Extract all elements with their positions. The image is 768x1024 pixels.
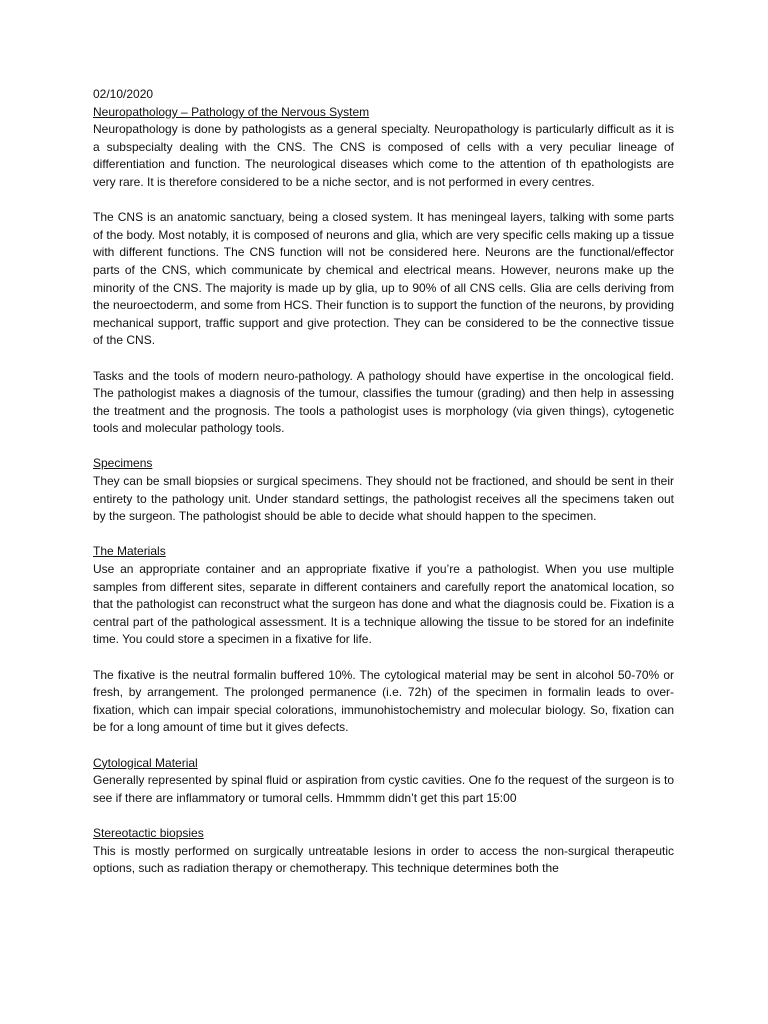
cytological-heading: Cytological Material	[93, 755, 198, 770]
specimens-heading: Specimens	[93, 456, 153, 471]
stereotactic-heading: Stereotactic biopsies	[93, 825, 204, 840]
specimens-paragraph: They can be small biopsies or surgical specimens. They should not be fractioned, and should be sent in their entirety to the pathology unit. Under standard settings, the pathologist receives all the specimens taken out by the surgeon. The pathologist should be able to decide what should happen to the specimen.	[93, 474, 674, 524]
document-page	[93, 86, 674, 878]
tasks-paragraph: Tasks and the tools of modern neuro-pathology. A pathology should have expertise in the oncological field. The pathologist makes a diagnosis of the tumour, classifies the tumour (grading) and then help in assessing the treatment and the prognosis. The tools a pathologist uses is morphology (via given things), cytogenetic tools and molecular pathology tools.	[93, 368, 674, 436]
materials-heading: The Materials	[93, 544, 166, 559]
stereotactic-paragraph: This is mostly performed on surgically untreatable lesions in order to access the non-surgical therapeutic options, such as radiation therapy or chemotherapy. This technique determines both the	[93, 843, 674, 876]
materials-paragraph: Use an appropriate container and an appropriate fixative if you’re a pathologist. When you use multiple samples from different sites, separate in different containers and carefully report the anatomical location, so that the pathologist can reconstruct what the surgeon has done and what the diagnosis could be. Fixation is a central part of the pathological assessment. It is a technique allowing the tissue to be stored for an indefinite time. You could store a specimen in a fixative for life.	[93, 562, 674, 647]
cytological-paragraph: Generally represented by spinal fluid or aspiration from cystic cavities. One fo the request of the surgeon is to see if there are inflammatory or tumoral cells. Hmmmm didn’t get this part 15:00	[93, 773, 674, 805]
cns-paragraph: The CNS is an anatomic sanctuary, being a closed system. It has meningeal layers, talking with some parts of the body. Most notably, it is composed of neurons and glia, which are very specific cells making up a tissue with different functions. The CNS function will not be considered here. Neurons are the functional/effector parts of the CNS, which communicate by chemical and electrical means. However, neurons make up the minority of the CNS. The majority is made up by glia, up to 90% of all CNS cells. Glia are cells deriving from the neuroectoderm, and some from HCS. Their function is to support the function of the neurons, by providing mechanical support, traffic support and give protection. They can be considered to be the connective tissue of the CNS.	[93, 210, 674, 348]
document-title: Neuropathology – Pathology of the Nervous System	[93, 104, 370, 119]
fixative-paragraph: The fixative is the neutral formalin buffered 10%. The cytological material may be sent in alcohol 50-70% or fresh, by arrangement. The prolonged permanence (i.e. 72h) of the specimen in formalin leads to over-fixation, which can impair special colorations, immunohistochemistry and molecular biology. So, fixation can be for a long amount of time but it gives defects.	[93, 667, 674, 735]
date-line: 02/10/2020	[93, 87, 154, 101]
intro-paragraph: Neuropathology is done by pathologists as a general specialty. Neuropathology is particularly difficult as it is a subspecialty dealing with the CNS. The CNS is composed of cells with a very peculiar lineage of differentiation and function. The neurological diseases which come to the attention of th epathologists are very rare. It is therefore considered to be a niche sector, and is not performed in every centres.	[93, 122, 674, 189]
